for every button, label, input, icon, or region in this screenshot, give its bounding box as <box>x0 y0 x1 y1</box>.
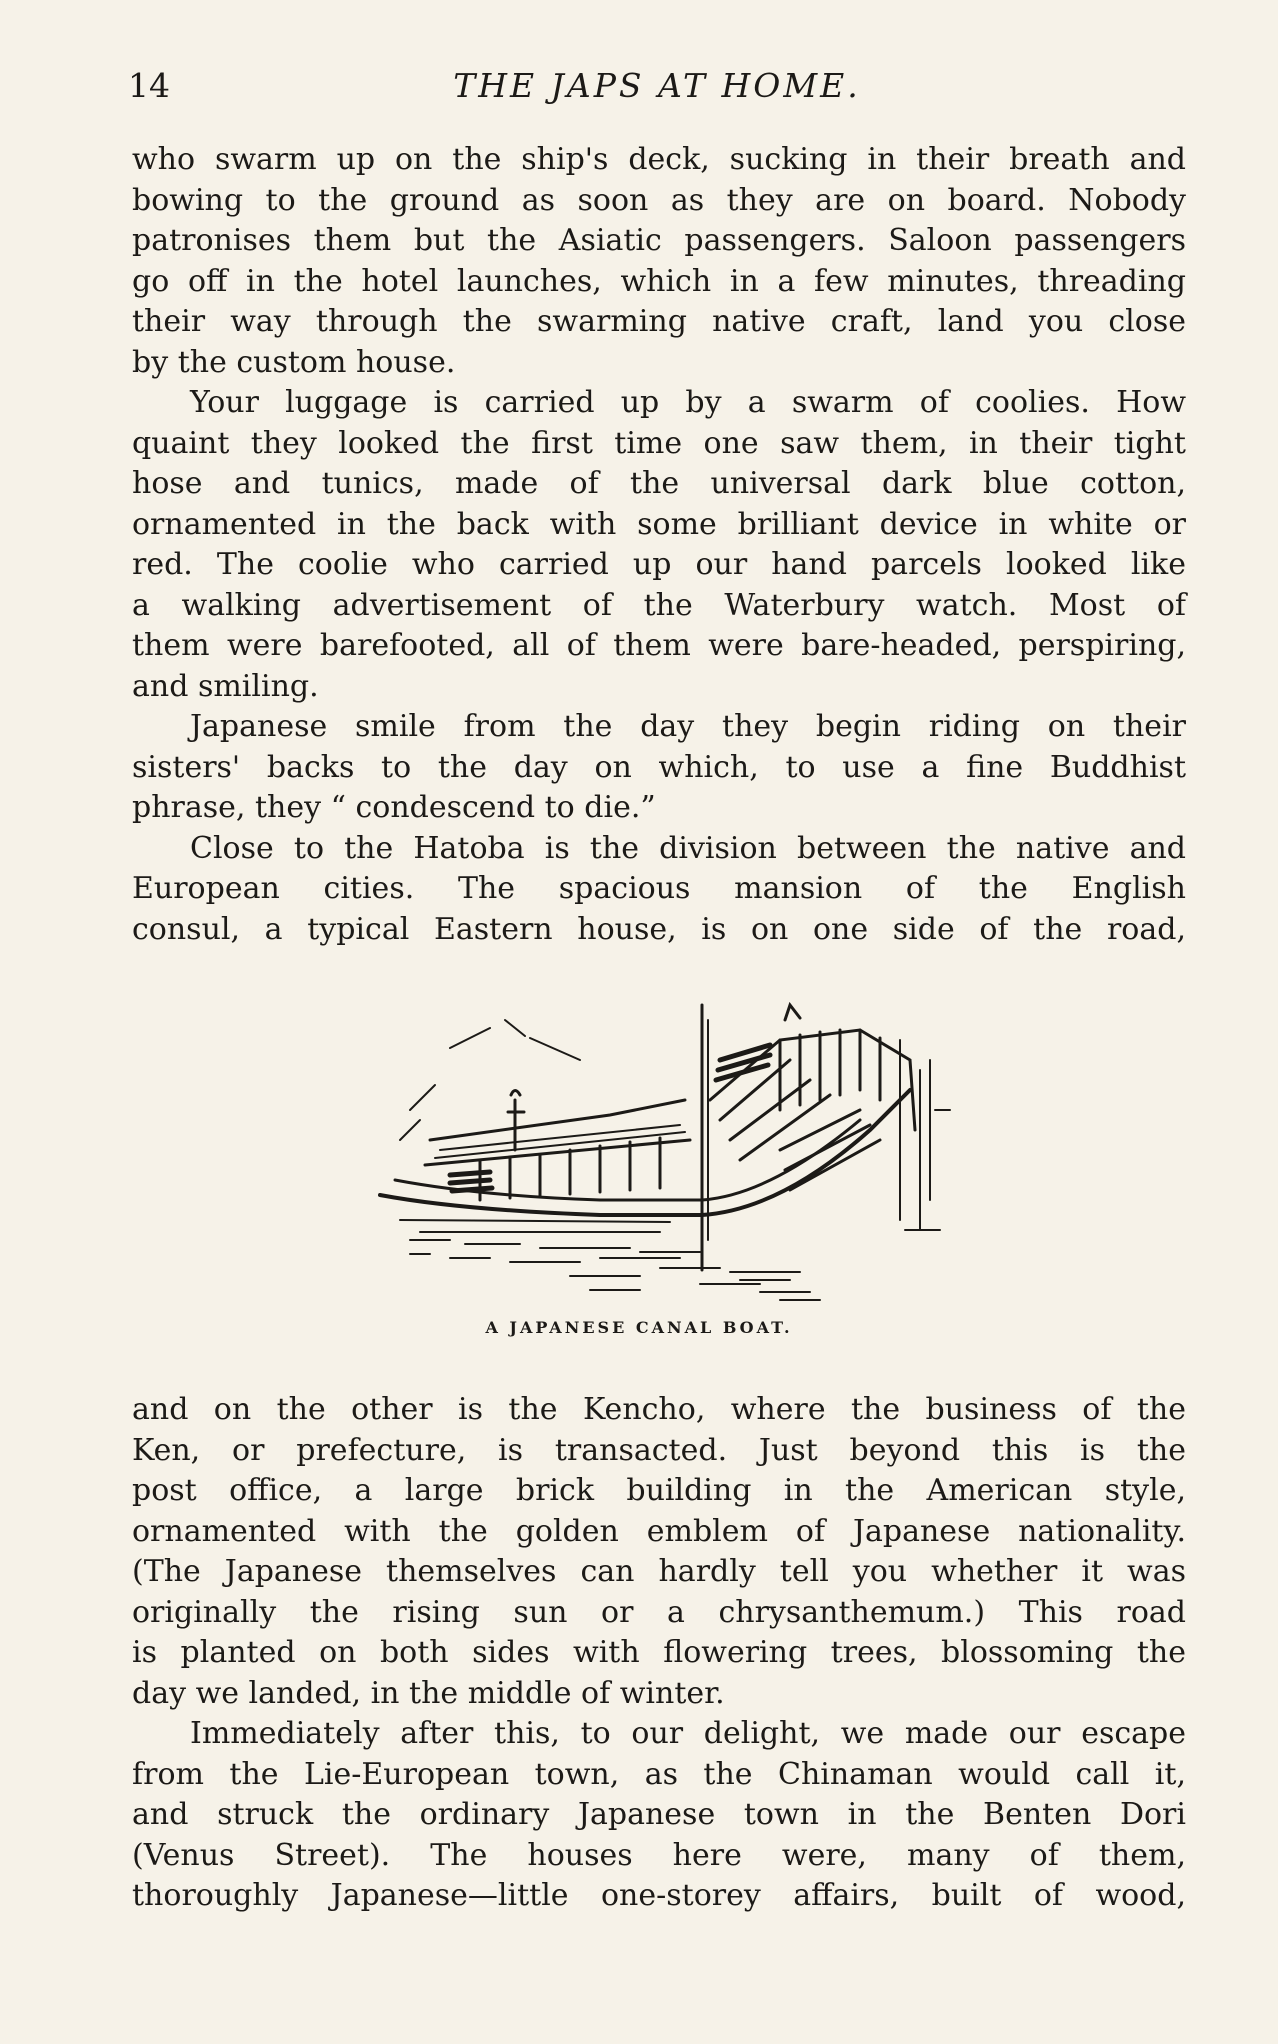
page-number: 14 <box>128 66 170 105</box>
body-text-top <box>132 140 1186 950</box>
text-line: them were barefooted, all of them were bare-headed, perspiring, <box>132 628 1186 663</box>
text-line: Immediately after this, to our delight, we made our escape <box>190 1716 1186 1751</box>
text-line: European cities. The spacious mansion of the English <box>132 871 1186 906</box>
text-line: quaint they looked the first time one saw them, in their tight <box>132 425 1186 461</box>
body-text-bottom <box>132 1390 1186 1917</box>
text-line: post office, a large brick building in the American style, <box>132 1473 1186 1508</box>
text-line: red. The coolie who carried up our hand parcels looked like <box>132 547 1186 582</box>
text-line: by the custom house. <box>132 344 456 380</box>
text-line: is planted on both sides with flowering trees, blossoming the <box>132 1635 1186 1670</box>
text-line: their way through the swarming native craft, land you close <box>132 304 1186 339</box>
text-line: day we landed, in the middle of winter. <box>132 1675 725 1711</box>
text-line: originally the rising sun or a chrysanthemum.) This road <box>132 1594 1186 1630</box>
text-line: Japanese smile from the day they begin riding on their <box>190 709 1186 744</box>
text-line: patronises them but the Asiatic passengers. Saloon passengers <box>132 223 1186 258</box>
text-line: bowing to the ground as soon as they are on board. Nobody <box>132 182 1186 218</box>
text-line: go off in the hotel launches, which in a few minutes, threading <box>132 263 1186 299</box>
text-line: and smiling. <box>132 668 319 704</box>
text-line: from the Lie-European town, as the Chinaman would call it, <box>132 1756 1186 1792</box>
text-line: Ken, or prefecture, is transacted. Just beyond this is the <box>132 1432 1186 1468</box>
text-line: ornamented in the back with some brilliant device in white or <box>132 506 1186 542</box>
text-line: ornamented with the golden emblem of Japanese nationality. <box>132 1513 1186 1549</box>
text-line: Your luggage is carried up by a swarm of coolies. How <box>190 385 1186 420</box>
text-line: (Venus Street). The houses here were, many of them, <box>132 1837 1186 1873</box>
text-line: (The Japanese themselves can hardly tell you whether it was <box>132 1554 1186 1589</box>
text-line: a walking advertisement of the Waterbury watch. Most of <box>132 587 1186 623</box>
text-line: consul, a typical Eastern house, is on one side of the road, <box>132 911 1186 947</box>
figure-caption: A JAPANESE CANAL BOAT. <box>485 1318 793 1337</box>
text-line: hose and tunics, made of the universal dark blue cotton, <box>132 466 1186 501</box>
page-header <box>128 60 1186 112</box>
running-head: THE JAPS AT HOME. <box>453 66 861 105</box>
text-line: thoroughly Japanese—little one-storey affairs, built of wood, <box>132 1878 1186 1913</box>
text-line: sisters' backs to the day on which, to use a fine Buddhist <box>132 749 1186 785</box>
text-line: phrase, they “ condescend to die.” <box>132 790 656 825</box>
canal-boat-illustration <box>340 1000 980 1320</box>
text-line: and on the other is the Kencho, where the business of the <box>132 1392 1186 1427</box>
text-line: who swarm up on the ship's deck, sucking in their breath and <box>132 142 1186 177</box>
text-line: Close to the Hatoba is the division between the native and <box>190 830 1186 866</box>
text-line: and struck the ordinary Japanese town in the Benten Dori <box>132 1797 1186 1832</box>
